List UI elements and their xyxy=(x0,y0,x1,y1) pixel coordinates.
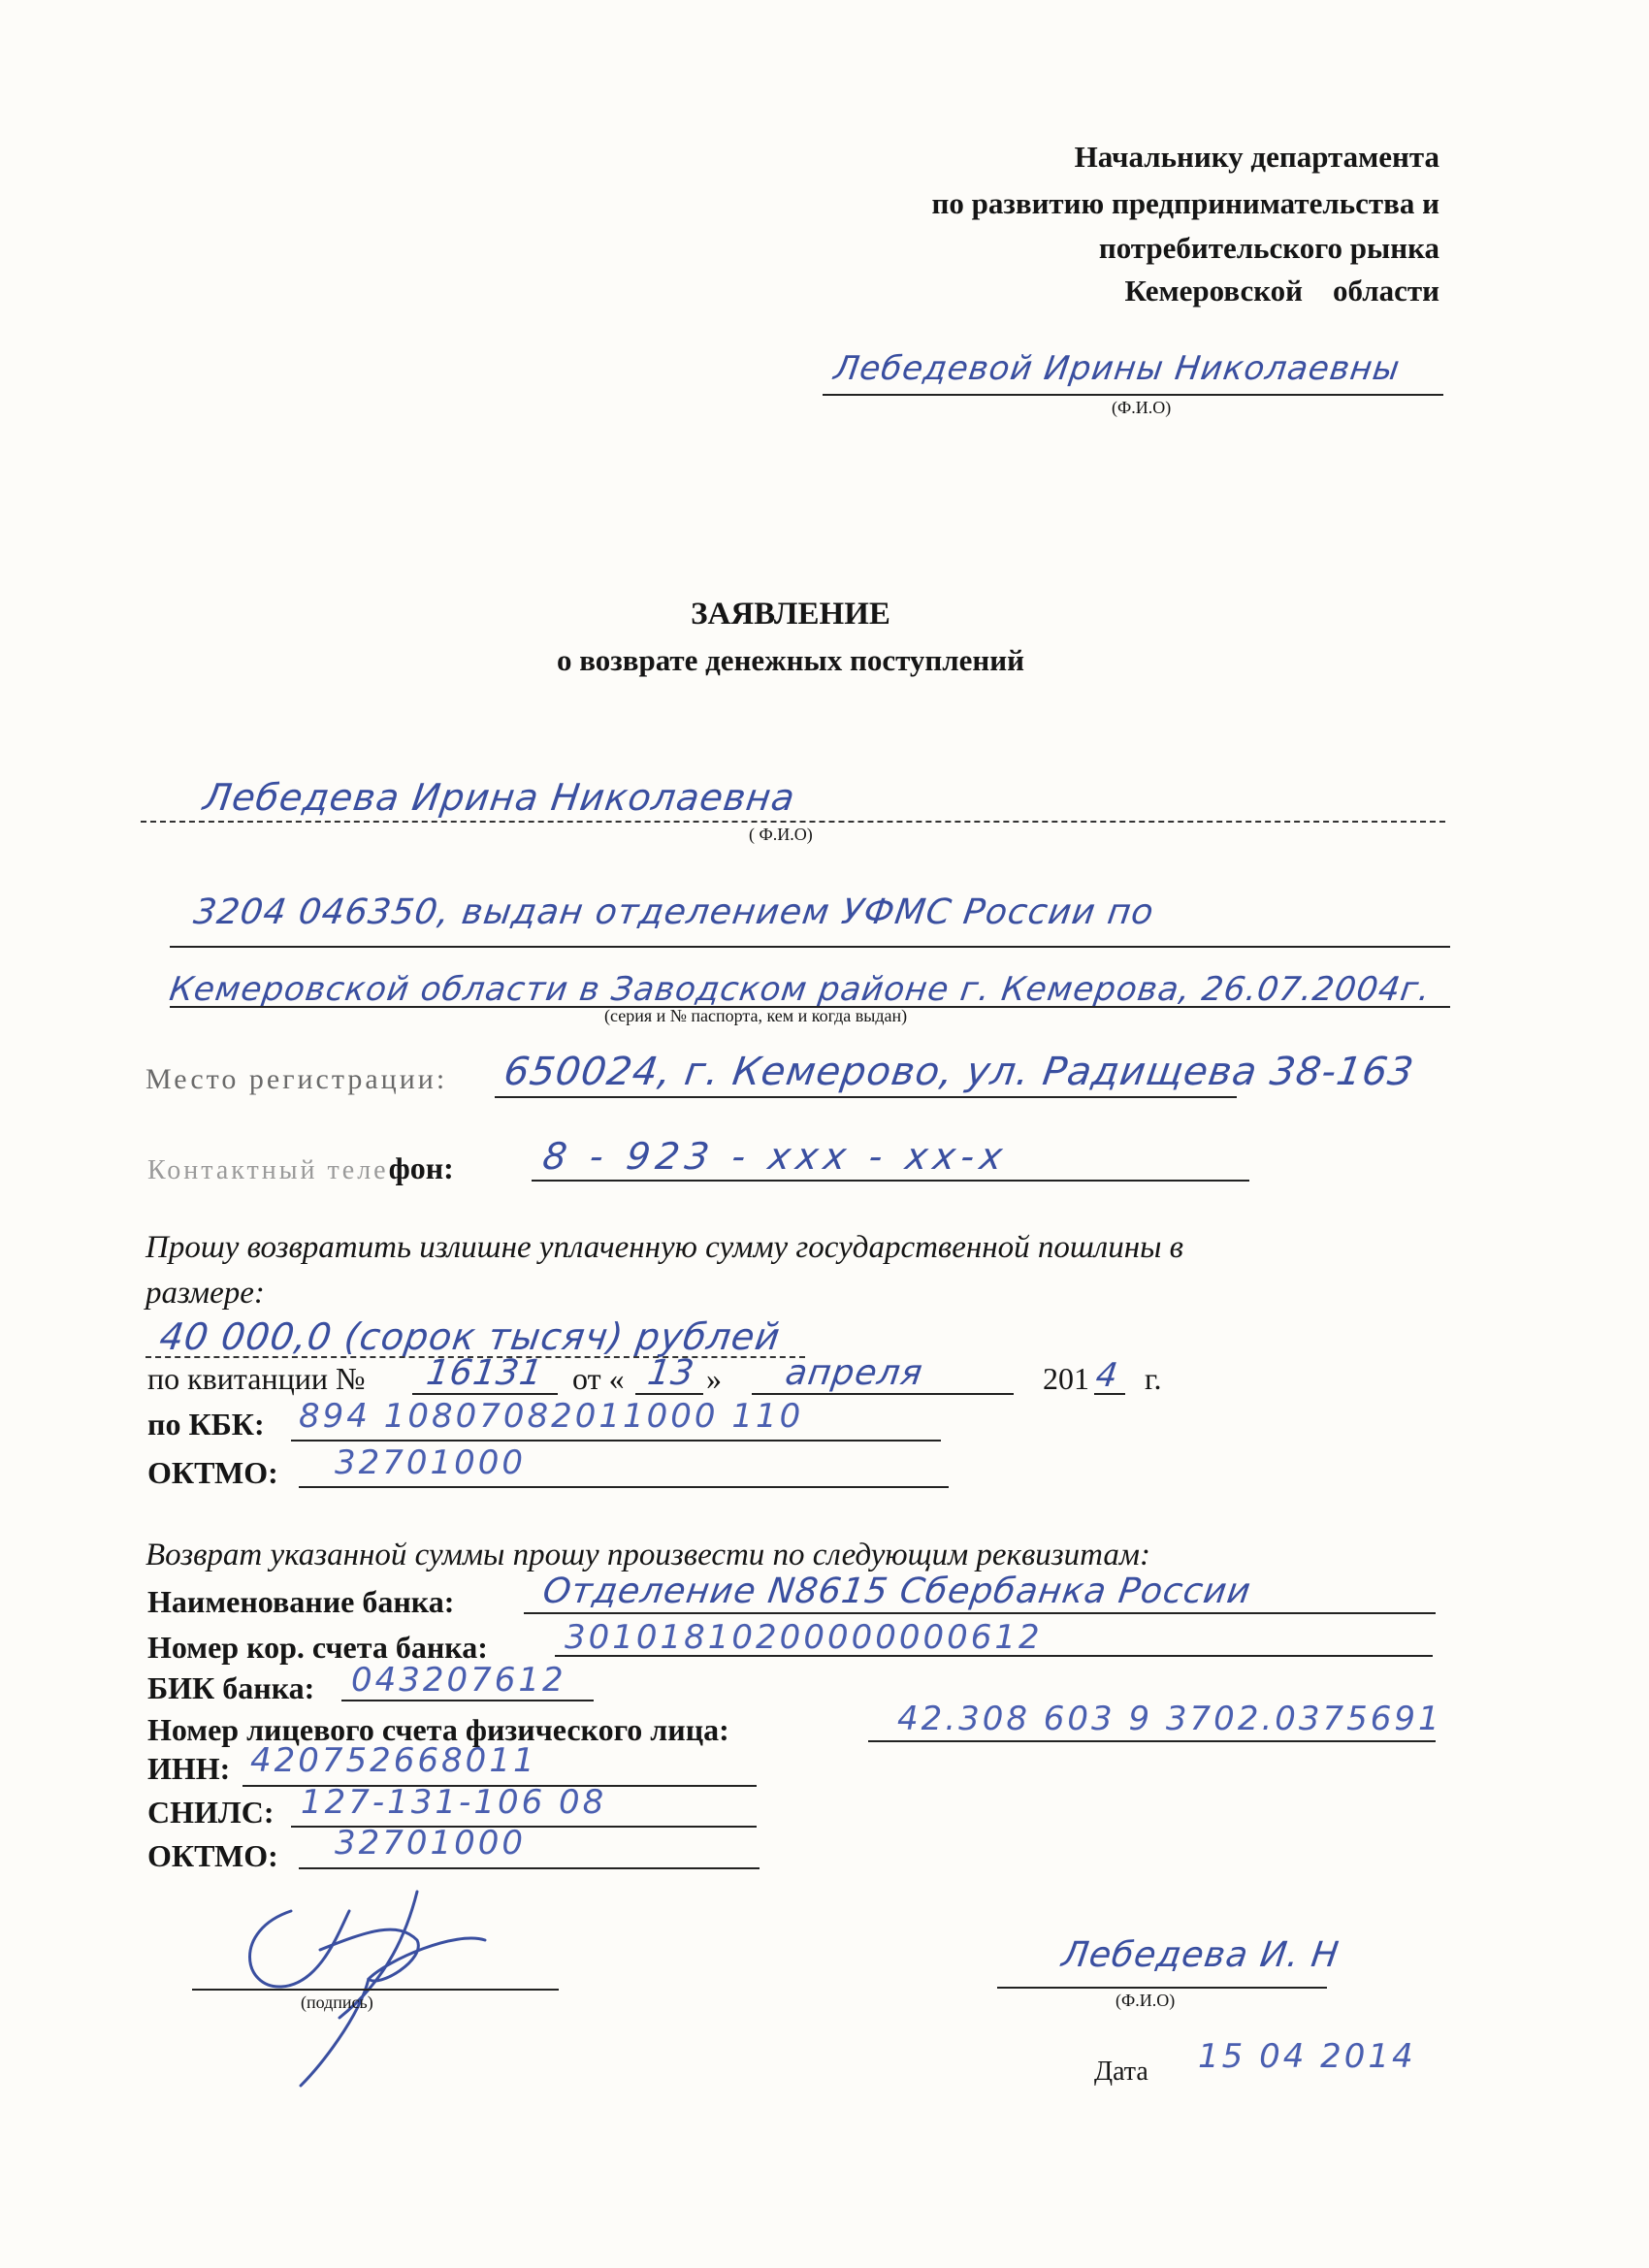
signature-underline xyxy=(192,1989,559,1991)
bank-name-label: Наименование банка: xyxy=(147,1584,455,1619)
passport-caption: (серия и № паспорта, кем и когда выдан) xyxy=(604,1006,908,1025)
amount-handwritten: 40 000,0 (сорок тысяч) рублей xyxy=(156,1315,784,1358)
signer-name-handwritten: Лебедева И. Н xyxy=(1059,1935,1342,1975)
addressee-line-1: Начальнику департамента xyxy=(1074,140,1439,174)
inn-value: 420752668011 xyxy=(250,1741,537,1780)
document-title: ЗАЯВЛЕНИЕ xyxy=(691,597,890,632)
receipt-year-prefix: 201 xyxy=(1043,1361,1089,1396)
addressee-name-handwritten: Лебедевой Ирины Николаевны xyxy=(831,349,1403,388)
corr-account-underline xyxy=(555,1655,1433,1657)
receipt-day-underline xyxy=(635,1393,703,1395)
registration-underline xyxy=(495,1096,1237,1098)
personal-account-underline xyxy=(868,1740,1436,1742)
addressee-line-3: потребительского рынка xyxy=(1098,231,1439,265)
personal-account-value: 42.308 603 9 3702.0375691 xyxy=(897,1700,1442,1738)
snils-value: 127-131-106 08 xyxy=(301,1783,607,1822)
corr-account-label: Номер кор. счета банка: xyxy=(147,1630,488,1665)
request-text-line-1: Прошу возвратить излишне уплаченную сумму государственной пошлины в xyxy=(146,1230,1183,1265)
receipt-month: апреля xyxy=(783,1353,926,1393)
snils-label: СНИЛС: xyxy=(147,1795,275,1830)
receipt-day: 13 xyxy=(645,1353,697,1393)
request-text-line-2: размере: xyxy=(146,1276,265,1311)
phone-label-bold: фон: xyxy=(388,1150,454,1185)
phone-value: 8 - 923 - xxx - xx-x xyxy=(539,1135,1012,1178)
bank-intro: Возврат указанной суммы прошу произвести по следующим реквизитам: xyxy=(146,1538,1150,1572)
bank-name-underline xyxy=(524,1612,1436,1614)
passport-underline-1 xyxy=(170,946,1450,948)
registration-value: 650024, г. Кемерово, ул. Радищева 38-163 xyxy=(501,1050,1417,1094)
kbk-label: по КБК: xyxy=(147,1407,265,1442)
kbk-underline xyxy=(291,1440,941,1442)
phone-underline xyxy=(532,1180,1249,1182)
passport-line-1: 3204 046350, выдан отделением УФМС России по xyxy=(191,892,1157,932)
signer-name-caption: (Ф.И.О) xyxy=(1116,1991,1176,2010)
applicant-name-handwritten: Лебедева Ирина Николаевна xyxy=(200,776,798,819)
addressee-line-4: Кемеровской области xyxy=(1124,274,1439,308)
document-subtitle: о возврате денежных поступлений xyxy=(556,643,1025,677)
from-label: от « xyxy=(572,1361,625,1396)
receipt-number-underline xyxy=(412,1393,558,1395)
signature-caption: (подпись) xyxy=(301,1993,373,2012)
bank-oktmo-label: ОКТМО: xyxy=(147,1838,278,1873)
personal-account-label: Номер лицевого счета физического лица: xyxy=(147,1712,729,1747)
addressee-name-underline xyxy=(823,394,1443,396)
bik-label: БИК банка: xyxy=(147,1670,315,1705)
bik-value: 043207612 xyxy=(351,1661,566,1700)
oktmo-label: ОКТМО: xyxy=(147,1455,278,1490)
receipt-year-digit: 4 xyxy=(1093,1356,1121,1395)
bank-oktmo-value: 32701000 xyxy=(335,1824,527,1863)
bik-underline xyxy=(341,1700,594,1701)
receipt-label: по квитанции № xyxy=(147,1361,366,1396)
passport-line-2: Кемеровской области в Заводском районе г. Кемерова, 26.07.2004г. xyxy=(167,970,1434,1009)
signer-name-underline xyxy=(997,1987,1327,1989)
receipt-month-underline xyxy=(752,1393,1014,1395)
addressee-name-caption: (Ф.И.О) xyxy=(1112,398,1172,417)
receipt-number: 16131 xyxy=(424,1353,546,1393)
corr-account-value: 30101810200000000612 xyxy=(565,1618,1043,1657)
kbk-value: 894 10807082011000 110 xyxy=(299,1397,804,1436)
oktmo-value: 32701000 xyxy=(335,1443,527,1482)
inn-label: ИНН: xyxy=(147,1751,231,1786)
bank-name-value: Отделение N8615 Сбербанка России xyxy=(540,1571,1254,1611)
applicant-name-underline xyxy=(141,821,1445,823)
phone-label xyxy=(147,1150,454,1186)
receipt-year-underline xyxy=(1094,1393,1125,1395)
oktmo-underline xyxy=(299,1486,949,1488)
date-value: 15 04 2014 xyxy=(1198,2037,1416,2076)
registration-label: Место регистрации: xyxy=(146,1063,448,1095)
day-close-quote: » xyxy=(706,1361,722,1396)
applicant-name-caption: ( Ф.И.О) xyxy=(749,825,813,844)
phone-label-faded: Контактный теле xyxy=(147,1155,389,1185)
receipt-year-suffix: г. xyxy=(1145,1361,1162,1396)
bank-oktmo-underline xyxy=(299,1867,760,1869)
date-label: Дата xyxy=(1094,2057,1148,2087)
addressee-line-2: по развитию предпринимательства и xyxy=(931,186,1439,220)
